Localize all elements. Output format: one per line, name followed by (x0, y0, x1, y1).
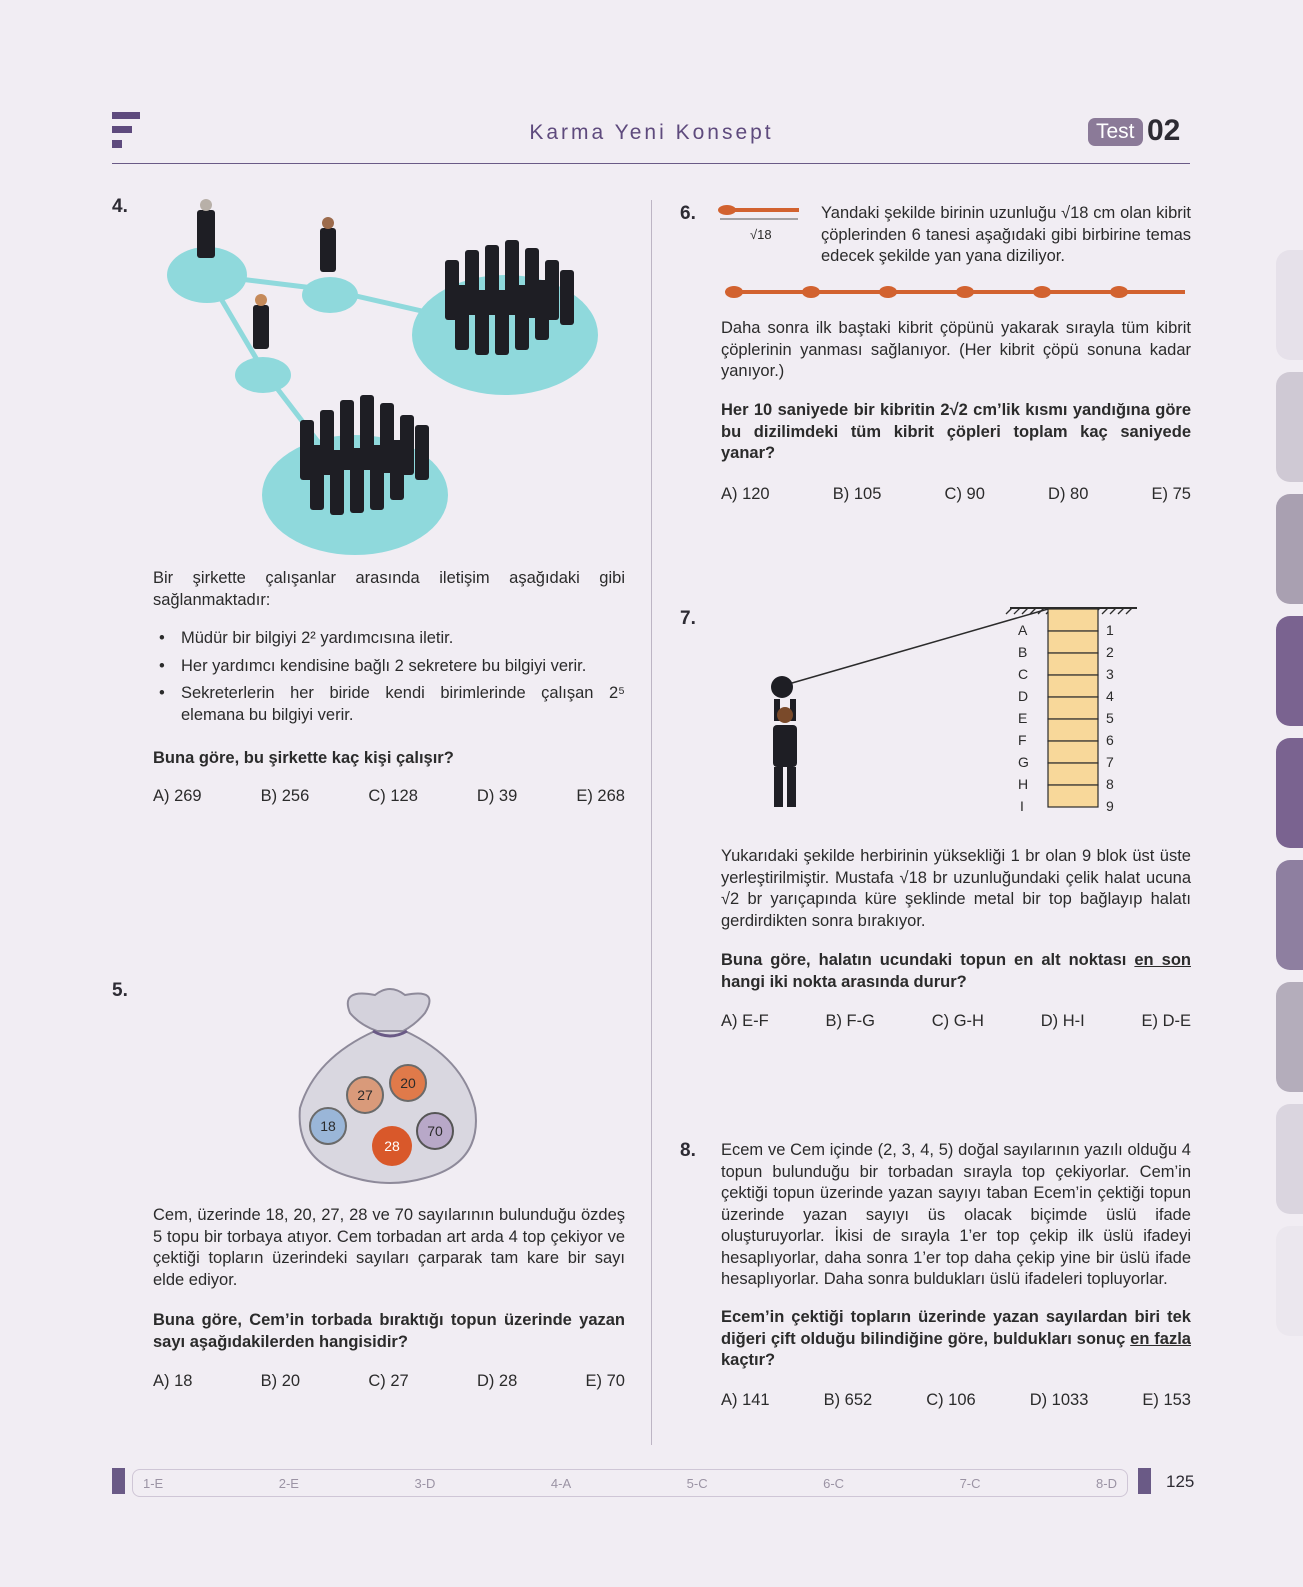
q4-intro: Bir şirkette çalışanlar arasında iletişim aşağıdaki gibi sağlanmaktadır: (153, 569, 625, 609)
q6-options (721, 485, 1191, 504)
option-e[interactable]: E) 153 (1142, 1391, 1191, 1409)
q7-question (721, 950, 1191, 993)
q5-text: Cem, üzerinde 18, 20, 27, 28 ve 70 sayılarının bulunduğu özdeş 5 topu bir torbaya atıyor. Cem torbadan art arda 4 top çekiyor ve çektiği topların üzerindeki sayıları çarparak tam kare bir sayı elde ediyor. (153, 1206, 625, 1289)
option-b[interactable]: B) 20 (260, 1372, 301, 1390)
block-number: 3 (1106, 666, 1114, 682)
option-c[interactable]: C) 106 (926, 1391, 976, 1409)
answer-key-item: 1-E (143, 1475, 164, 1491)
option-e[interactable]: E) 75 (1151, 485, 1191, 503)
side-tab (1276, 1104, 1303, 1214)
option-c[interactable]: C) 27 (368, 1372, 409, 1390)
q7-text: Yukarıdaki şekilde herbirinin yüksekliği 1 br olan 9 blok üst üste yerleştirilmiştir. Mustafa √18 br uzunluğundaki çelik halat ucuna √2 br yarıçapında küre şeklinde metal bir top bağlayıp halatı gerdirdikten sonra bırakıyor. (721, 847, 1191, 930)
q5-number: 5. (112, 980, 128, 1001)
block-letter: C (1018, 666, 1029, 682)
option-d[interactable]: D) 80 (1048, 485, 1089, 503)
q4-options (153, 787, 625, 806)
option-c[interactable]: C) 90 (944, 485, 985, 503)
page-title: Karma Yeni Konsept (529, 121, 774, 144)
option-b[interactable]: B) 105 (832, 485, 882, 503)
q8-number: 8. (680, 1140, 696, 1161)
option-d[interactable]: D) H-I (1040, 1012, 1085, 1030)
q5-options (153, 1372, 625, 1391)
option-b[interactable]: B) F-G (825, 1012, 875, 1030)
answer-key-item: 3-D (414, 1475, 436, 1491)
column-divider (651, 200, 652, 1445)
option-a[interactable]: A) 141 (721, 1391, 770, 1409)
q7-number: 7. (680, 608, 696, 629)
q8-options (721, 1391, 1191, 1410)
q7-question-emphasis: en son (1134, 951, 1191, 969)
matchstick-row (725, 284, 1187, 300)
q7-question-pre: Buna göre, halatın ucundaki topun en alt noktası (721, 951, 1135, 969)
q8-question (721, 1307, 1191, 1372)
block-number: 5 (1106, 710, 1114, 726)
q6-question: Her 10 saniyede bir kibritin 2√2 cm’lik kısmı yandığına göre bu dizilimdeki tüm kibrit çöpleri toplam kaç saniyede yanar? (721, 401, 1191, 462)
q6-text2: Daha sonra ilk baştaki kibrit çöpünü yakarak sırayla tüm kibrit çöplerinin yanması sağlanıyor. (Her kibrit çöpü sonuna kadar yanıyor.) (721, 319, 1191, 380)
answer-key-item: 2-E (278, 1475, 299, 1491)
option-c[interactable]: C) 128 (368, 787, 418, 805)
block-letter: B (1018, 644, 1028, 660)
answer-key (132, 1469, 1128, 1497)
ball-label: 27 (357, 1087, 373, 1103)
q5-bag-illustration (295, 983, 485, 1188)
page-number: 125 (1166, 1472, 1195, 1491)
q5-question: Buna göre, Cem’in torbada bıraktığı topun üzerinde yazan sayı aşağıdakilerden hangisidir? (153, 1311, 625, 1351)
answer-key-item: 4-A (550, 1475, 572, 1491)
answer-key-item: 6-C (823, 1475, 845, 1491)
ball-label: 20 (400, 1075, 416, 1091)
block-number: 1 (1106, 622, 1114, 638)
q7-block-illustration (770, 605, 1150, 827)
block-letter: E (1018, 710, 1028, 726)
footer-marker-right (1138, 1468, 1151, 1494)
block-letter: A (1018, 622, 1028, 638)
q4-bullet: • Her yardımcı kendisine bağlı 2 sekretere bu bilgiyi verir. (153, 656, 625, 678)
q4-number: 4. (112, 196, 128, 217)
option-e[interactable]: E) 268 (576, 787, 625, 805)
answer-key-item: 7-C (959, 1475, 981, 1491)
ball-label: 70 (427, 1123, 443, 1139)
block-letter: F (1018, 732, 1027, 748)
side-tabs (1230, 250, 1303, 1350)
option-b[interactable]: B) 652 (823, 1391, 873, 1409)
header-rule (112, 163, 1190, 164)
block-number: 8 (1106, 776, 1114, 792)
q4-bullets (153, 628, 625, 732)
q4-bullet: • Müdür bir bilgiyi 2² yardımcısına iletir. (153, 628, 625, 650)
test-badge: Test (1088, 118, 1143, 146)
q4-org-illustration (165, 190, 615, 560)
option-a[interactable]: A) 269 (153, 787, 202, 805)
stick-length-label: √18 (750, 227, 772, 242)
block-letter: I (1020, 798, 1024, 814)
side-tab (1276, 982, 1303, 1092)
q6-text1: Yandaki şekilde birinin uzunluğu √18 cm olan kibrit çöplerinden 6 tanesi aşağıdaki gibi birbirine temas edecek şekilde yan yana diziliyor. (821, 204, 1191, 265)
matchstick-single (718, 202, 800, 222)
block-letter: G (1018, 754, 1029, 770)
option-d[interactable]: D) 39 (476, 787, 518, 805)
q6-number: 6. (680, 203, 696, 224)
option-b[interactable]: B) 256 (260, 787, 310, 805)
q8-question-pre: Ecem’in çektiği topların üzerinde yazan sayılardan biri tek diğeri çift olduğu bilindiğine göre, buldukları sonuç (721, 1308, 1191, 1348)
side-tab (1276, 616, 1303, 726)
block-number: 9 (1106, 798, 1114, 814)
q7-options (721, 1012, 1191, 1031)
option-a[interactable]: A) 18 (153, 1372, 193, 1390)
q8-question-emphasis: en fazla (1130, 1329, 1191, 1348)
option-d[interactable]: D) 28 (476, 1372, 518, 1390)
ball-label: 18 (320, 1118, 336, 1134)
block-number: 4 (1106, 688, 1114, 704)
option-c[interactable]: C) G-H (931, 1012, 984, 1030)
test-number: 02 (1147, 114, 1181, 147)
footer-marker-left (112, 1468, 125, 1494)
block-letter: H (1018, 776, 1029, 792)
block-number: 7 (1106, 754, 1114, 770)
block-letter: D (1018, 688, 1029, 704)
ball-label: 28 (384, 1138, 400, 1154)
side-tab (1276, 494, 1303, 604)
side-tab (1276, 738, 1303, 848)
option-e[interactable]: E) 70 (585, 1372, 625, 1390)
answer-key-item: 8-D (1096, 1475, 1117, 1491)
side-tab (1276, 250, 1303, 360)
side-tab (1276, 372, 1303, 482)
block-number: 6 (1106, 732, 1114, 748)
option-a[interactable]: A) E-F (721, 1012, 769, 1030)
option-a[interactable]: A) 120 (721, 485, 770, 503)
q8-question-post: kaçtır? (721, 1351, 776, 1369)
side-tab (1276, 860, 1303, 970)
side-tab (1276, 1226, 1303, 1336)
answer-key-item: 5-C (686, 1475, 708, 1491)
block-number: 2 (1106, 644, 1114, 660)
q4-bullet: • Sekreterlerin her biride kendi birimlerinde çalışan 2⁵ elemana bu bilgiyi verir. (153, 683, 625, 726)
q8-text: Ecem ve Cem içinde (2, 3, 4, 5) doğal sayılarının yazılı olduğu 4 topun bulunduğu bir torbadan sırayla top çekiyorlar. Cem’in çektiği topun üzerinde yazan sayıyı taban Ecem’in çektiği topun üzerinde yazan sayıyı üs olacak biçimde üslü ifade oluşturuyorlar. İkisi de sırayla 1’er top çekip ilk üslü ifadeyi hesaplıyorlar, daha sonra 1’er top daha çekip yine bir üslü ifade hesaplıyorlar. Daha sonra buldukları üslü ifadeleri topluyorlar. (721, 1141, 1191, 1288)
q4-question: Buna göre, bu şirkette kaç kişi çalışır? (153, 749, 454, 767)
option-e[interactable]: E) D-E (1141, 1012, 1191, 1030)
option-d[interactable]: D) 1033 (1029, 1391, 1089, 1409)
q7-question-post: hangi iki nokta arasında durur? (721, 972, 967, 991)
